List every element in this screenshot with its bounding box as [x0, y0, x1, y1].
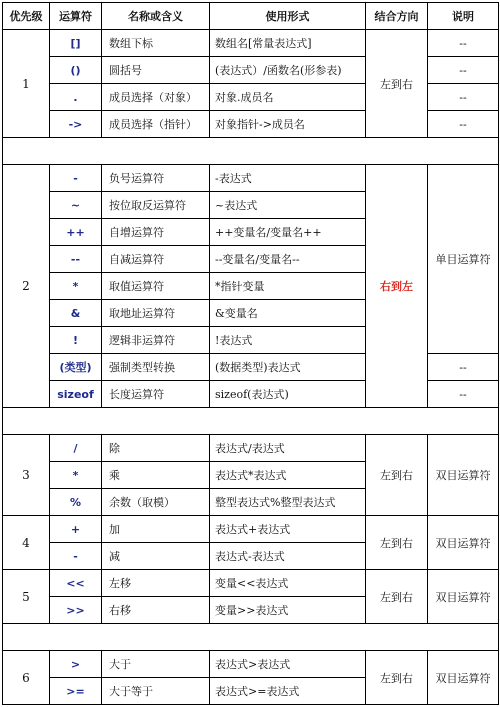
name-cell: 除: [102, 435, 210, 462]
note-cell: 单目运算符: [428, 165, 499, 354]
operator-cell: --: [50, 246, 102, 273]
name-cell: 负号运算符: [102, 165, 210, 192]
name-cell: 强制类型转换: [102, 354, 210, 381]
header-associativity: 结合方向: [366, 3, 428, 30]
name-cell: 长度运算符: [102, 381, 210, 408]
note-cell: --: [428, 111, 499, 138]
header-usage: 使用形式: [210, 3, 366, 30]
header-level: 优先级: [3, 3, 50, 30]
operator-cell: ~: [50, 192, 102, 219]
operator-cell: +: [50, 516, 102, 543]
usage-cell: (数据类型)表达式: [210, 354, 366, 381]
operator-cell: -: [50, 543, 102, 570]
name-cell: 圆括号: [102, 57, 210, 84]
operator-cell: /: [50, 435, 102, 462]
operator-cell: (类型): [50, 354, 102, 381]
associativity-cell: 左到右: [366, 435, 428, 516]
usage-cell: *指针变量: [210, 273, 366, 300]
spacer-row: [3, 408, 499, 435]
operator-cell: *: [50, 273, 102, 300]
name-cell: 减: [102, 543, 210, 570]
name-cell: 逻辑非运算符: [102, 327, 210, 354]
usage-cell: --变量名/变量名--: [210, 246, 366, 273]
name-cell: 右移: [102, 597, 210, 624]
name-cell: 数组下标: [102, 30, 210, 57]
name-cell: 加: [102, 516, 210, 543]
usage-cell: -表达式: [210, 165, 366, 192]
note-cell: --: [428, 354, 499, 381]
name-cell: 余数（取模）: [102, 489, 210, 516]
operator-cell: ->: [50, 111, 102, 138]
header-name: 名称或含义: [102, 3, 210, 30]
name-cell: 大于等于: [102, 678, 210, 705]
operator-cell: .: [50, 84, 102, 111]
note-cell: --: [428, 381, 499, 408]
operator-cell: >: [50, 651, 102, 678]
operator-cell: >>: [50, 597, 102, 624]
operator-cell: !: [50, 327, 102, 354]
name-cell: 大于: [102, 651, 210, 678]
note-cell: --: [428, 84, 499, 111]
table-row: [3, 651, 499, 678]
spacer-cell: [3, 138, 499, 165]
operator-cell: ++: [50, 219, 102, 246]
header-row: [3, 3, 499, 30]
table-row: [3, 30, 499, 57]
usage-cell: ~表达式: [210, 192, 366, 219]
name-cell: 取值运算符: [102, 273, 210, 300]
name-cell: 乘: [102, 462, 210, 489]
usage-cell: 变量>>表达式: [210, 597, 366, 624]
operator-precedence-table: [2, 2, 499, 705]
note-cell: --: [428, 57, 499, 84]
name-cell: 成员选择（指针）: [102, 111, 210, 138]
header-note: 说明: [428, 3, 499, 30]
name-cell: 取地址运算符: [102, 300, 210, 327]
associativity-cell: 左到右: [366, 651, 428, 705]
associativity-cell: 左到右: [366, 516, 428, 570]
operator-cell: &: [50, 300, 102, 327]
operator-cell: %: [50, 489, 102, 516]
operator-cell: >=: [50, 678, 102, 705]
level-cell: 2: [3, 165, 50, 408]
usage-cell: 表达式>表达式: [210, 651, 366, 678]
usage-cell: &变量名: [210, 300, 366, 327]
operator-cell: *: [50, 462, 102, 489]
level-cell: 4: [3, 516, 50, 570]
spacer-row: [3, 138, 499, 165]
usage-cell: 变量<<表达式: [210, 570, 366, 597]
usage-cell: 表达式>=表达式: [210, 678, 366, 705]
spacer-cell: [3, 624, 499, 651]
usage-cell: !表达式: [210, 327, 366, 354]
usage-cell: 对象指针->成员名: [210, 111, 366, 138]
usage-cell: 数组名[常量表达式]: [210, 30, 366, 57]
usage-cell: 整型表达式%整型表达式: [210, 489, 366, 516]
usage-cell: 表达式/表达式: [210, 435, 366, 462]
note-cell: 双目运算符: [428, 435, 499, 516]
level-cell: 6: [3, 651, 50, 705]
operator-cell: -: [50, 165, 102, 192]
usage-cell: sizeof(表达式): [210, 381, 366, 408]
usage-cell: 表达式*表达式: [210, 462, 366, 489]
level-cell: 3: [3, 435, 50, 516]
table-row: [3, 165, 499, 192]
usage-cell: 表达式-表达式: [210, 543, 366, 570]
name-cell: 自增运算符: [102, 219, 210, 246]
note-cell: 双目运算符: [428, 516, 499, 570]
note-cell: 双目运算符: [428, 570, 499, 624]
spacer-cell: [3, 408, 499, 435]
level-cell: 1: [3, 30, 50, 138]
note-cell: 双目运算符: [428, 651, 499, 705]
table-row: [3, 570, 499, 597]
usage-cell: 表达式+表达式: [210, 516, 366, 543]
note-cell: --: [428, 30, 499, 57]
operator-cell: sizeof: [50, 381, 102, 408]
associativity-cell: 左到右: [366, 30, 428, 138]
name-cell: 成员选择（对象）: [102, 84, 210, 111]
header-operator: 运算符: [50, 3, 102, 30]
operator-cell: []: [50, 30, 102, 57]
associativity-cell: 右到左: [366, 165, 428, 408]
associativity-cell: 左到右: [366, 570, 428, 624]
name-cell: 自减运算符: [102, 246, 210, 273]
usage-cell: ++变量名/变量名++: [210, 219, 366, 246]
table-row: [3, 516, 499, 543]
table-row: [3, 435, 499, 462]
usage-cell: 对象.成员名: [210, 84, 366, 111]
usage-cell: (表达式）/函数名(形参表): [210, 57, 366, 84]
level-cell: 5: [3, 570, 50, 624]
name-cell: 左移: [102, 570, 210, 597]
operator-cell: <<: [50, 570, 102, 597]
operator-cell: (): [50, 57, 102, 84]
spacer-row: [3, 624, 499, 651]
name-cell: 按位取反运算符: [102, 192, 210, 219]
